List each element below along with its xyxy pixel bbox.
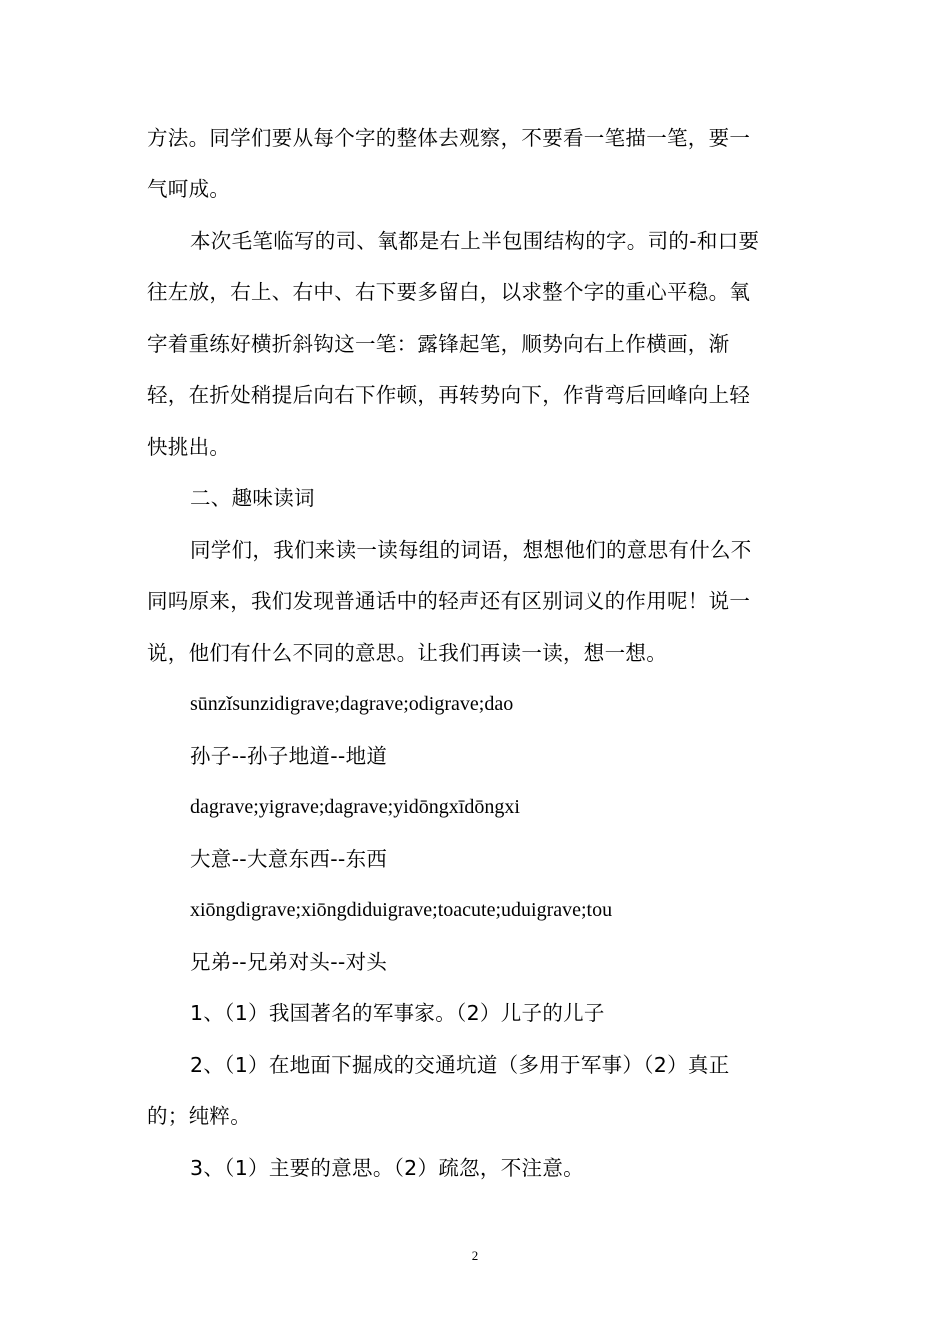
section-heading: 二、趣味读词: [190, 486, 315, 510]
word-pair-line-2: 大意--大意东西--东西: [190, 847, 388, 871]
word-pair-line-1: 孙子--孙子地道--地道: [190, 744, 388, 768]
paragraph-line-3: 本次毛笔临写的司、氧都是右上半包围结构的字。司的-和口要: [190, 229, 760, 253]
word-pair-line-3: 兄弟--兄弟对头--对头: [190, 950, 388, 974]
page-number: 2: [471, 1248, 479, 1263]
definition-line-2-cont: 的；纯粹。: [147, 1104, 251, 1128]
pinyin-line-3: xiōngdigrave;xiōngdiduigrave;toacute;uduigrave;tou: [190, 899, 613, 921]
paragraph-line-10: 同吗原来，我们发现普通话中的轻声还有区别词义的作用呢！说一: [147, 589, 751, 613]
paragraph-line-5: 字着重练好横折斜钩这一笔：露锋起笔，顺势向右上作横画，渐: [147, 332, 730, 356]
paragraph-line-9: 同学们，我们来读一读每组的词语，想想他们的意思有什么不: [190, 538, 752, 562]
pinyin-line-2: dagrave;yigrave;dagrave;yidōngxīdōngxi: [190, 796, 520, 818]
pinyin-line-1: sūnzǐsunzidigrave;dagrave;odigrave;dao: [190, 693, 514, 715]
paragraph-line-7: 快挑出。: [147, 435, 231, 459]
paragraph-line-6: 轻，在折处稍提后向右下作顿，再转势向下，作背弯后回峰向上轻: [147, 383, 751, 407]
definition-line-2: 2、（1）在地面下掘成的交通坑道（多用于军事）（2）真正: [190, 1053, 730, 1077]
paragraph-line-4: 往左放，右上、右中、右下要多留白，以求整个字的重心平稳。氧: [147, 280, 751, 304]
definition-line-1: 1、（1）我国著名的军事家。（2）儿子的儿子: [190, 1001, 605, 1025]
paragraph-line-11: 说，他们有什么不同的意思。让我们再读一读，想一想。: [147, 641, 667, 665]
definition-line-3: 3、（1）主要的意思。（2）疏忽，不注意。: [190, 1156, 584, 1180]
paragraph-line-2: 气呵成。: [147, 177, 231, 201]
paragraph-line-1: 方法。同学们要从每个字的整体去观察，不要看一笔描一笔，要一: [147, 126, 751, 150]
